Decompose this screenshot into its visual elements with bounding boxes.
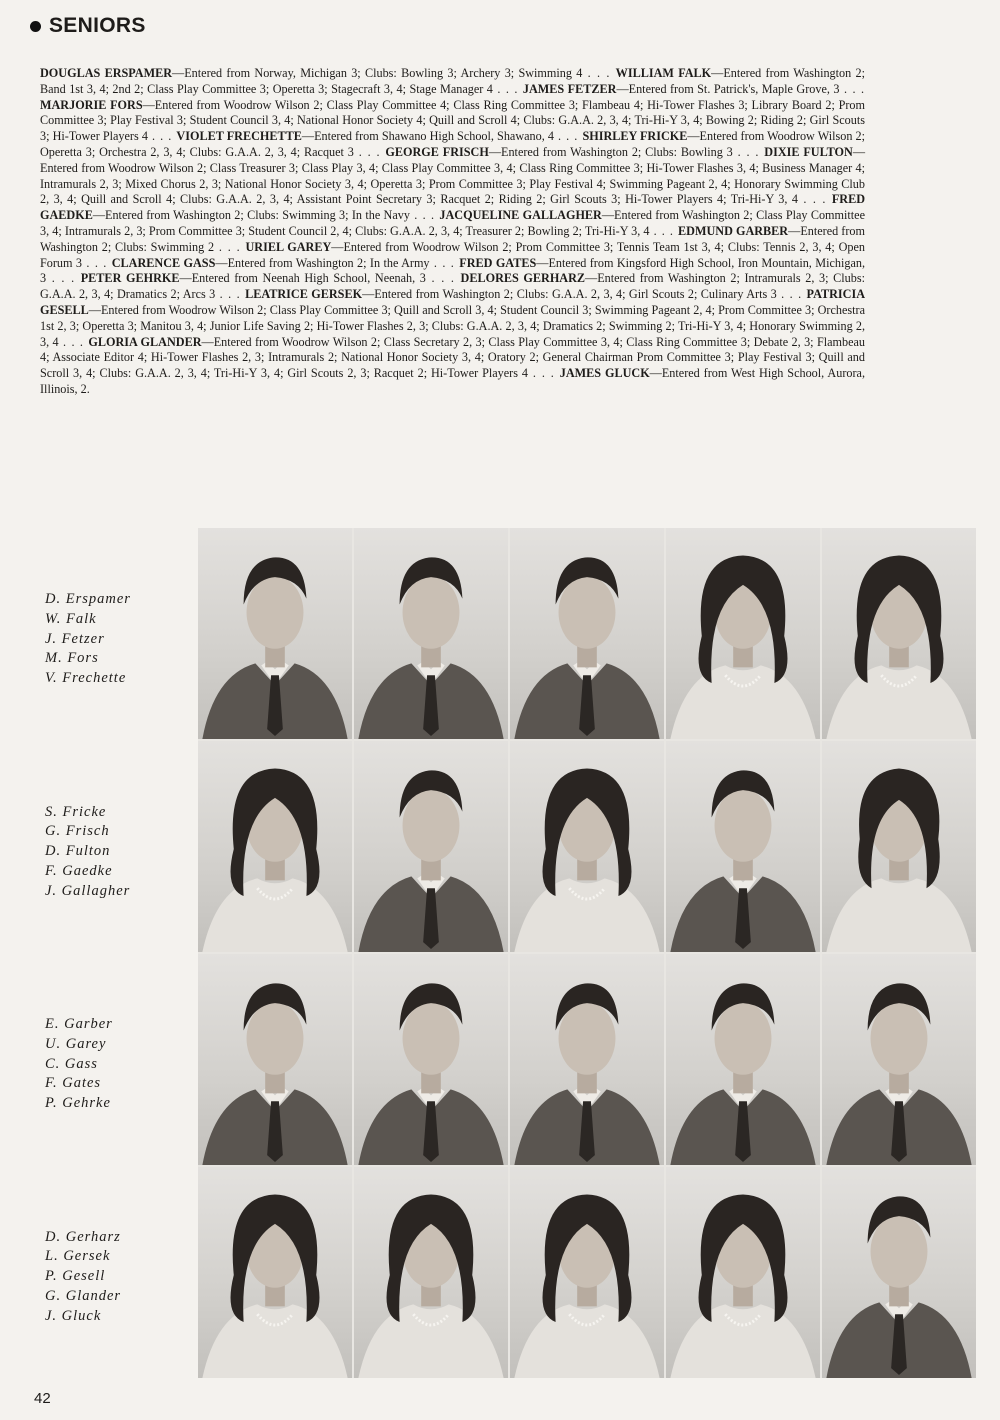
- senior-name: CLARENCE GASS: [111, 255, 216, 270]
- portrait-caption: S. Fricke: [45, 803, 107, 820]
- portrait-caption: G. Glander: [45, 1287, 122, 1304]
- senior-activities: —Entered from Neenah High School, Neenah, 3: [179, 271, 426, 286]
- portrait-caption: V. Frechette: [45, 670, 127, 687]
- senior-name: JAMES FETZER: [522, 81, 617, 96]
- portrait-photo: [666, 954, 820, 1165]
- entry-separator: . . .: [492, 81, 523, 96]
- portrait-grid: [198, 528, 976, 1378]
- portrait-photo: [822, 528, 976, 739]
- senior-name: URIEL GAREY: [245, 239, 332, 254]
- senior-activities: —Entered from Washington 2; Intramurals 2, 3; Clubs: G.A.A. 2, 3, 4; Dramatics 2; Arcs 3: [40, 271, 865, 302]
- senior-activities: —Entered from Shawano High School, Shawano, 4: [301, 129, 554, 144]
- senior-name: GLORIA GLANDER: [88, 334, 202, 349]
- portrait-photo: [822, 954, 976, 1165]
- portrait-caption: P. Gehrke: [45, 1095, 111, 1112]
- portrait-photo: [354, 1167, 508, 1378]
- portrait-photo: [198, 528, 352, 739]
- portrait-caption: D. Erspamer: [45, 591, 131, 607]
- senior-activities: —Entered from Washington 2; Clubs: Bowling 3: [488, 144, 733, 159]
- portrait-caption: W. Falk: [45, 610, 97, 627]
- entry-separator: . . .: [776, 287, 807, 302]
- senior-activities: —Entered from Washington 2; Clubs: Swimming 3; In the Navy: [92, 208, 410, 223]
- portrait-caption: P. Gesell: [45, 1268, 106, 1285]
- entry-separator: . . .: [214, 239, 246, 254]
- senior-activities: —Entered from Woodrow Wilson 2; Operetta 3; Orchestra 2, 3, 4; Clubs: G.A.A. 2, 3, 4; Racquet 3: [40, 129, 866, 159]
- portrait-photo: [354, 954, 508, 1165]
- senior-name: JAMES GLUCK: [559, 366, 650, 381]
- senior-activities: —Entered from Washington 2; Class Play Committee 3, 4; Intramurals 2, 3; Prom Committee 3; Student Council 2, 4; Clubs: G.A.A. 2, 3, 4; Treasurer 2; Bowling 2; Tri-Hi-Y 3, 4: [40, 208, 865, 238]
- senior-activities: —Entered from St. Patrick's, Maple Grove, 3: [616, 81, 840, 96]
- senior-activities: —Entered from West High School, Aurora, Illinois, 2.: [40, 366, 865, 396]
- portrait-photo: [666, 528, 820, 739]
- portrait-caption: J. Gallagher: [45, 882, 131, 899]
- portrait-photo: [666, 1167, 820, 1378]
- portrait-caption: J. Gluck: [45, 1307, 102, 1324]
- entry-separator: . . .: [147, 129, 177, 144]
- senior-activities: —Entered from Woodrow Wilson 2; Class Play Committee 4; Class Ring Committee 3; Flambeau 4; Hi-Tower Flashes 3; Library Board 2; Prom Committee 3; Play Festival 3; Student Council 3, 4; National Honor Society 4; Quill and Scroll 4; Clubs: G.A.A. 2, 3, 4; Tri-Hi-Y 3, 4; Bowing 2; Riding 2; Girl Scouts 3; Hi-Tower Players 4: [40, 97, 866, 144]
- entry-separator: . . .: [353, 144, 386, 159]
- portrait-caption: U. Garey: [45, 1035, 107, 1052]
- senior-activities: —Entered from Woodrow Wilson 2; Class Treasurer 3; Class Play 3, 4; Class Play Committee 3, 4; Class Ring Committee 3; Hi-Tower Flashes 3, 4; Business Manager 4; Intramurals 2, 3; Mixed Chorus 2, 3; National Honor Society 3, 4; Operetta 3; Prom Committee 3; Play Festival 4; Swimming Pageant 2, 4; Honorary Swimming Club 2, 3, 4; Quill and Scroll 4; Clubs: G.A.A. 2, 3, 4; Assistant Point Secretary 3; Racquet 2; Riding 2; Girl Scouts 3; Hi-Tower Players 4; Tri-Hi-Y 3, 4: [40, 144, 865, 207]
- portrait-caption: L. Gersek: [45, 1248, 111, 1265]
- senior-name: SHIRLEY FRICKE: [582, 129, 688, 144]
- bullet-icon: [30, 21, 41, 32]
- senior-name: DOUGLAS ERSPAMER: [40, 66, 173, 80]
- entry-separator: . . .: [215, 287, 246, 302]
- portrait-name-list: [45, 803, 175, 902]
- entry-separator: . . .: [58, 334, 89, 349]
- portrait-photo: [510, 528, 664, 739]
- senior-name: DIXIE FULTON: [764, 144, 853, 159]
- senior-name: FRED GAEDKE: [40, 192, 866, 223]
- senior-name: WILLIAM FALK: [615, 66, 712, 80]
- portrait-photo: [666, 741, 820, 952]
- senior-activities: —Entered from Woodrow Wilson 2; Class Secretary 2, 3; Class Play Committee 3, 4; Class Ring Committee 3; Debate 2, 3; Flambeau 4; Associate Editor 4; Hi-Tower Flashes 2, 3; Intramurals 2; National Honor Society 3, 4; Oratory 2; General Chairman Prom Committee 3; Play Festival 3; Quill and Scroll 3, 4; Clubs: G.A.A. 2, 3, 4; Tri-Hi-Y 3, 4; Girl Scouts 2, 3; Racquet 2; Hi-Tower Players 4: [40, 334, 866, 381]
- portrait-name-list: [45, 1228, 175, 1327]
- senior-name: GEORGE FRISCH: [385, 144, 489, 159]
- senior-activities: —Entered from Washington 2; In the Army: [215, 255, 430, 270]
- portrait-photo: [198, 1167, 352, 1378]
- entry-separator: . . .: [582, 66, 616, 80]
- entry-separator: . . .: [839, 81, 866, 96]
- senior-name: DELORES GERHARZ: [460, 271, 586, 286]
- senior-name: EDMUND GARBER: [678, 223, 789, 238]
- portrait-name-list: [45, 1015, 175, 1114]
- entry-separator: . . .: [527, 366, 560, 381]
- portrait-caption: G. Frisch: [45, 823, 110, 840]
- entry-separator: . . .: [82, 255, 112, 270]
- entry-separator: . . .: [409, 208, 440, 223]
- portrait-photo: [510, 741, 664, 952]
- entry-separator: . . .: [429, 255, 460, 270]
- page-number: 42: [34, 1390, 51, 1407]
- portrait-photo: [510, 1167, 664, 1378]
- portrait-caption: E. Garber: [45, 1016, 113, 1032]
- portrait-photo: [354, 741, 508, 952]
- senior-activities: —Entered from Washington 2; Clubs: G.A.A. 2, 3, 4; Girl Scouts 2; Culinary Arts 3: [362, 287, 777, 302]
- senior-activities: —Entered from Washington 2; Band 1st 3, 4; 2nd 2; Class Play Committee 3; Operetta 3; Stagecraft 3, 4; Stage Manager 4: [40, 66, 865, 96]
- entry-separator: . . .: [553, 129, 583, 144]
- senior-name: FRED GATES: [459, 255, 537, 270]
- portrait-photo: [822, 741, 976, 952]
- senior-name: MARJORIE FORS: [40, 97, 143, 112]
- portrait-photo: [822, 1167, 976, 1378]
- entry-separator: . . .: [732, 144, 765, 159]
- portrait-name-list: [45, 590, 175, 689]
- portrait-photo: [198, 741, 352, 952]
- portrait-photo: [198, 954, 352, 1165]
- senior-activities: —Entered from Washington 2; Clubs: Swimming 2: [40, 223, 865, 254]
- portrait-caption: M. Fors: [45, 650, 99, 667]
- senior-biographies: [40, 66, 865, 398]
- entry-separator: . . .: [425, 271, 461, 286]
- senior-name: JACQUELINE GALLAGHER: [439, 208, 602, 223]
- section-title: SENIORS: [49, 14, 146, 37]
- portrait-photo: [354, 528, 508, 739]
- senior-activities: —Entered from Kingsford High School, Iron Mountain, Michigan, 3: [40, 255, 866, 286]
- entry-separator: . . .: [46, 271, 81, 286]
- portrait-caption: F. Gaedke: [45, 862, 113, 879]
- senior-name: PETER GEHRKE: [80, 271, 180, 286]
- senior-activities: —Entered from Norway, Michigan 3; Clubs: Bowling 3; Archery 3; Swimming 4: [172, 66, 583, 80]
- senior-activities: —Entered from Woodrow Wilson 2; Prom Committee 3; Tennis Team 1st 3, 4; Clubs: Tennis 2, 3, 4; Open Forum 3: [40, 239, 865, 270]
- portrait-caption: D. Fulton: [45, 843, 111, 860]
- portrait-caption: F. Gates: [45, 1075, 102, 1092]
- portrait-photo: [510, 954, 664, 1165]
- portrait-caption: D. Gerharz: [45, 1228, 121, 1245]
- senior-activities: —Entered from Woodrow Wilson 2; Class Play Committee 3; Quill and Scroll 3, 4; Student Council 3; Swimming Pageant 2, 4; Prom Committee 3; Orchestra 1st 2, 3; Operetta 3; Manitou 3, 4; Junior Life Saving 2; Hi-Tower Flashes 2, 3; Clubs: G.A.A. 2, 3, 4; Dramatics 2; Swimming 2; Tri-Hi-Y 3, 4; Honorary Swimming 2, 3, 4: [40, 302, 865, 349]
- section-header: [30, 14, 146, 38]
- senior-name: LEATRICE GERSEK: [245, 287, 363, 302]
- portrait-caption: J. Fetzer: [45, 630, 105, 647]
- senior-name: PATRICIA GESELL: [40, 287, 866, 317]
- entry-separator: . . .: [649, 223, 679, 238]
- portrait-caption: C. Gass: [45, 1055, 98, 1072]
- senior-name: VIOLET FRECHETTE: [176, 129, 302, 144]
- entry-separator: . . .: [797, 192, 832, 207]
